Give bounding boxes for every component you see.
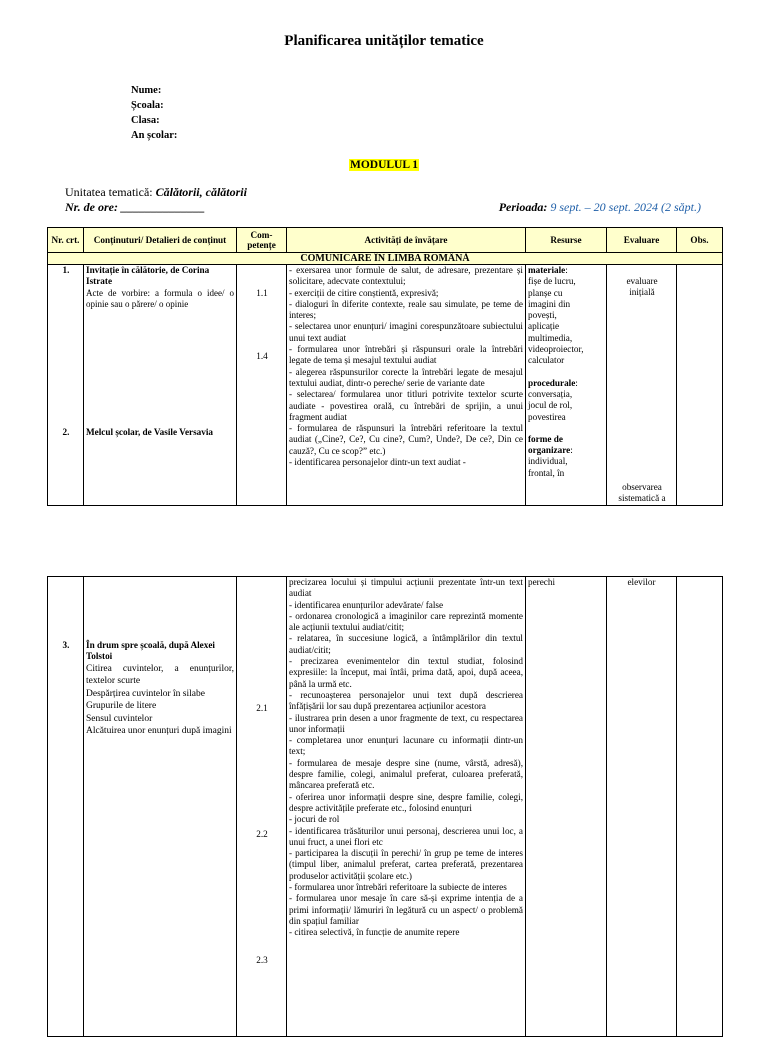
info-scoala: Școala: (131, 100, 164, 111)
perioada-line: Perioada: 9 sept. – 20 sept. 2024 (2 săpt.) (498, 200, 701, 214)
activity-item: - formularea unor întrebări și răspunsuri orale la întrebări legate de tema și mesajul textului audiat (289, 344, 523, 366)
planning-table-page1 (47, 227, 723, 506)
activity-item: - formularea unor întrebări referitoare la subiecte de interes (289, 882, 507, 893)
activity-item: - formularea de răspunsuri la întrebări referitoare la textul audiat („Cine?, Ce?, Cu cine?, Cum?, Unde?, De ce?, Din ce cauză?, Cu ce scop?” etc.) (289, 423, 523, 456)
row-number: 3. (62, 640, 70, 650)
table-row: 1. 2. Invitație în călătorie, de Corina Istrate Acte de vorbire: a formula o idee/ o opinie sau o părere/ o opinie Melcul școlar, de Vasile Versavia 1.1 1.4 - exersarea unor formule de salut, de adresare, prezentare și solicitare, adecvate contextului; - exerciții de citire conștientă, expresivă; - dialoguri în diferite contexte, reale sau simulate, pe teme de interes; - selectarea unor enunțuri/ imagini corespunzătoare subiectului unui text audiat - formularea unor întrebări și răspunsuri orale la întrebări legate de tema și mesajul textului audiat - alegerea răspunsurilor corecte la întrebări legate de mesajul textului audiat, dintr-o pereche/ serie de variante date - selectarea/ formularea unor titluri potrivite textelor scurte audiate - povestirea orală, cu întrebări de sprijin, a unui fragment audiat - formularea de răspunsuri la întrebări referitoare la textul audiat („Cine?, Ce?, Cu cine?, Cum?, Unde?, De ce?, Din ce cauză?, Cu ce scop?” etc.) - identificarea personajelor dintr-un text audiat - materiale: fișe de lucru, planșe cu imagini din povești, aplicație multimedia, videoproiector, calculator procedurale: conversația, jocul de rol, povestirea forme de organizare: individual, frontal, în evaluare inițială observarea sistematică a (48, 265, 723, 506)
header-nr: Nr. crt. (48, 228, 84, 253)
lesson-detail: Sensul cuvintelor (86, 713, 153, 724)
header-activitati: Activități de învățare (287, 228, 526, 253)
competence-code: 2.2 (256, 829, 268, 839)
competence-code: 1.4 (256, 351, 268, 361)
info-clasa: Clasa: (131, 115, 160, 126)
resource-item: perechi (528, 577, 556, 587)
table-row (48, 577, 723, 1037)
lesson-title: În drum spre școală, după Alexei Tolstoi (86, 640, 215, 662)
activity-item: - selectarea/ formularea unor titluri potrivite textelor scurte audiate - povestirea orală, cu întrebări de sprijin, a unui fragment audiat (289, 389, 523, 422)
competence-code: 1.1 (256, 288, 268, 298)
activity-item: - ordonarea cronologică a imaginilor care reprezintă momente ale acțiunii textului audiat/citit; (289, 610, 523, 633)
activity-item: precizarea locului și timpului acțiunii prezentate într-un text audiat (289, 577, 523, 599)
activity-item: - identificarea trăsăturilor unui personaj, descrierea unui loc, a unui fruct, a unei flori etc (289, 825, 523, 847)
lesson-title: Invitație în călătorie, de Corina Istrate (86, 265, 210, 287)
lesson-detail: Alcătuirea unor enunțuri după imagini (86, 726, 232, 737)
activity-item: - formularea de mesaje despre sine (nume, vârstă, adresă), despre familie, colegi, animalul preferat, culoarea preferată, mâncarea preferată etc. (289, 757, 523, 791)
activity-item: - jocuri de rol (289, 814, 340, 825)
header-competente: Com-petențe (237, 228, 287, 253)
evaluation-item: elevilor (627, 577, 656, 587)
perioada-value: 9 sept. – 20 sept. 2024 (2 săpt.) (547, 200, 701, 214)
resource-materiale: materiale: (528, 265, 568, 275)
activity-item: - oferirea unor informații despre sine, despre familie, colegi, despre activitățile preferate etc., folosind enunțuri (289, 791, 523, 813)
unit-line: Unitatea tematică: Călătorii, călătorii (65, 185, 247, 199)
resource-organizare: forme de organizare: (528, 433, 573, 456)
obs-cell (677, 265, 723, 506)
activity-item: - ilustrarea prin desen a unor fragmente de text, cu respectarea unor informații (289, 712, 523, 734)
activity-item: - participarea la discuții în perechi/ în grup pe teme de interes (timpul liber, animalul preferat, cartea preferată, prezentarea produselor activității școlare etc.) (289, 848, 523, 881)
evaluation-observation: observarea sistematică a (618, 482, 666, 504)
row-number: 2. (62, 427, 70, 437)
header-resurse: Resurse (526, 228, 607, 253)
activity-item: - citirea selectivă, în funcție de anumite repere (289, 927, 460, 938)
lesson-detail: Citirea cuvintelor, a enunțurilor, textelor scurte (86, 663, 234, 687)
info-nume: Nume: (131, 85, 162, 96)
header-evaluare: Evaluare (607, 228, 677, 253)
ore-line: Nr. de ore: ______________ (65, 200, 205, 214)
header-row (48, 228, 723, 253)
obs-cell (677, 577, 723, 1037)
activity-item: - relatarea, în succesiune logică, a întâmplărilor din textul audiat/citit; (289, 633, 523, 655)
row-number: 1. (62, 265, 70, 275)
activity-item: - completarea unor enunțuri lacunare cu informații dintr-un text; (289, 735, 523, 757)
activity-item: - formularea unor mesaje în care să-și exprime intenția de a primi informații/ lămuriri în legătură cu un aspect/ o problemă din spațiul familiar (289, 893, 523, 926)
activity-item: - identificarea personajelor dintr-un text audiat - (289, 457, 466, 468)
section-row (48, 253, 723, 265)
activity-item: - selectarea unor enunțuri/ imagini corespunzătoare subiectului unui text audiat (289, 321, 523, 343)
lesson-title: Melcul școlar, de Vasile Versavia (86, 427, 214, 437)
resource-procedurale: procedurale: (528, 377, 578, 388)
competence-code: 2.1 (256, 703, 268, 713)
evaluation-initial: evaluare inițială (626, 276, 658, 298)
lesson-detail: Grupurile de litere (86, 701, 157, 712)
activity-item: - recunoașterea personajelor unui text după descrierea înfățișării lor sau după prezentarea acțiunilor acestora (289, 689, 523, 712)
activity-item: - dialoguri în diferite contexte, reale sau simulate, pe teme de interes; (289, 298, 523, 321)
lesson-detail: Despărțirea cuvintelor în silabe (86, 688, 205, 699)
activity-item: - precizarea evenimentelor din textul studiat, folosind expresiile: la început, mai întâi, prima dată, apoi, după aceea, până la urmă etc. (289, 656, 523, 689)
unit-value: Călătorii, călătorii (155, 185, 247, 199)
section-title: COMUNICARE ÎN LIMBA ROMÂNĂ (48, 253, 723, 265)
activity-item: - alegerea răspunsurilor corecte la întrebări legate de mesajul textului audiat, dintr-o pereche/ serie de variante date (289, 366, 523, 388)
activity-item: - exersarea unor formule de salut, de adresare, prezentare și solicitare, adecvate contextului; (289, 265, 523, 287)
header-obs: Obs. (677, 228, 723, 253)
competence-code: 2.3 (256, 955, 268, 965)
lesson-detail: Acte de vorbire: a formula o idee/ o opinie sau o părere/ o opinie (86, 287, 234, 309)
activity-item: - exerciții de citire conștientă, expresivă; (289, 287, 439, 298)
planning-table-page2 (47, 576, 723, 1037)
info-an-scolar: An școlar: (131, 130, 178, 141)
header-continuturi: Conținuturi/ Detalieri de conținut (84, 228, 237, 253)
modul-heading: MODULUL 1 (349, 159, 419, 171)
activity-item: - identificarea enunțurilor adevărate/ false (289, 599, 444, 610)
page-title: Planificarea unităților tematice (284, 33, 484, 49)
